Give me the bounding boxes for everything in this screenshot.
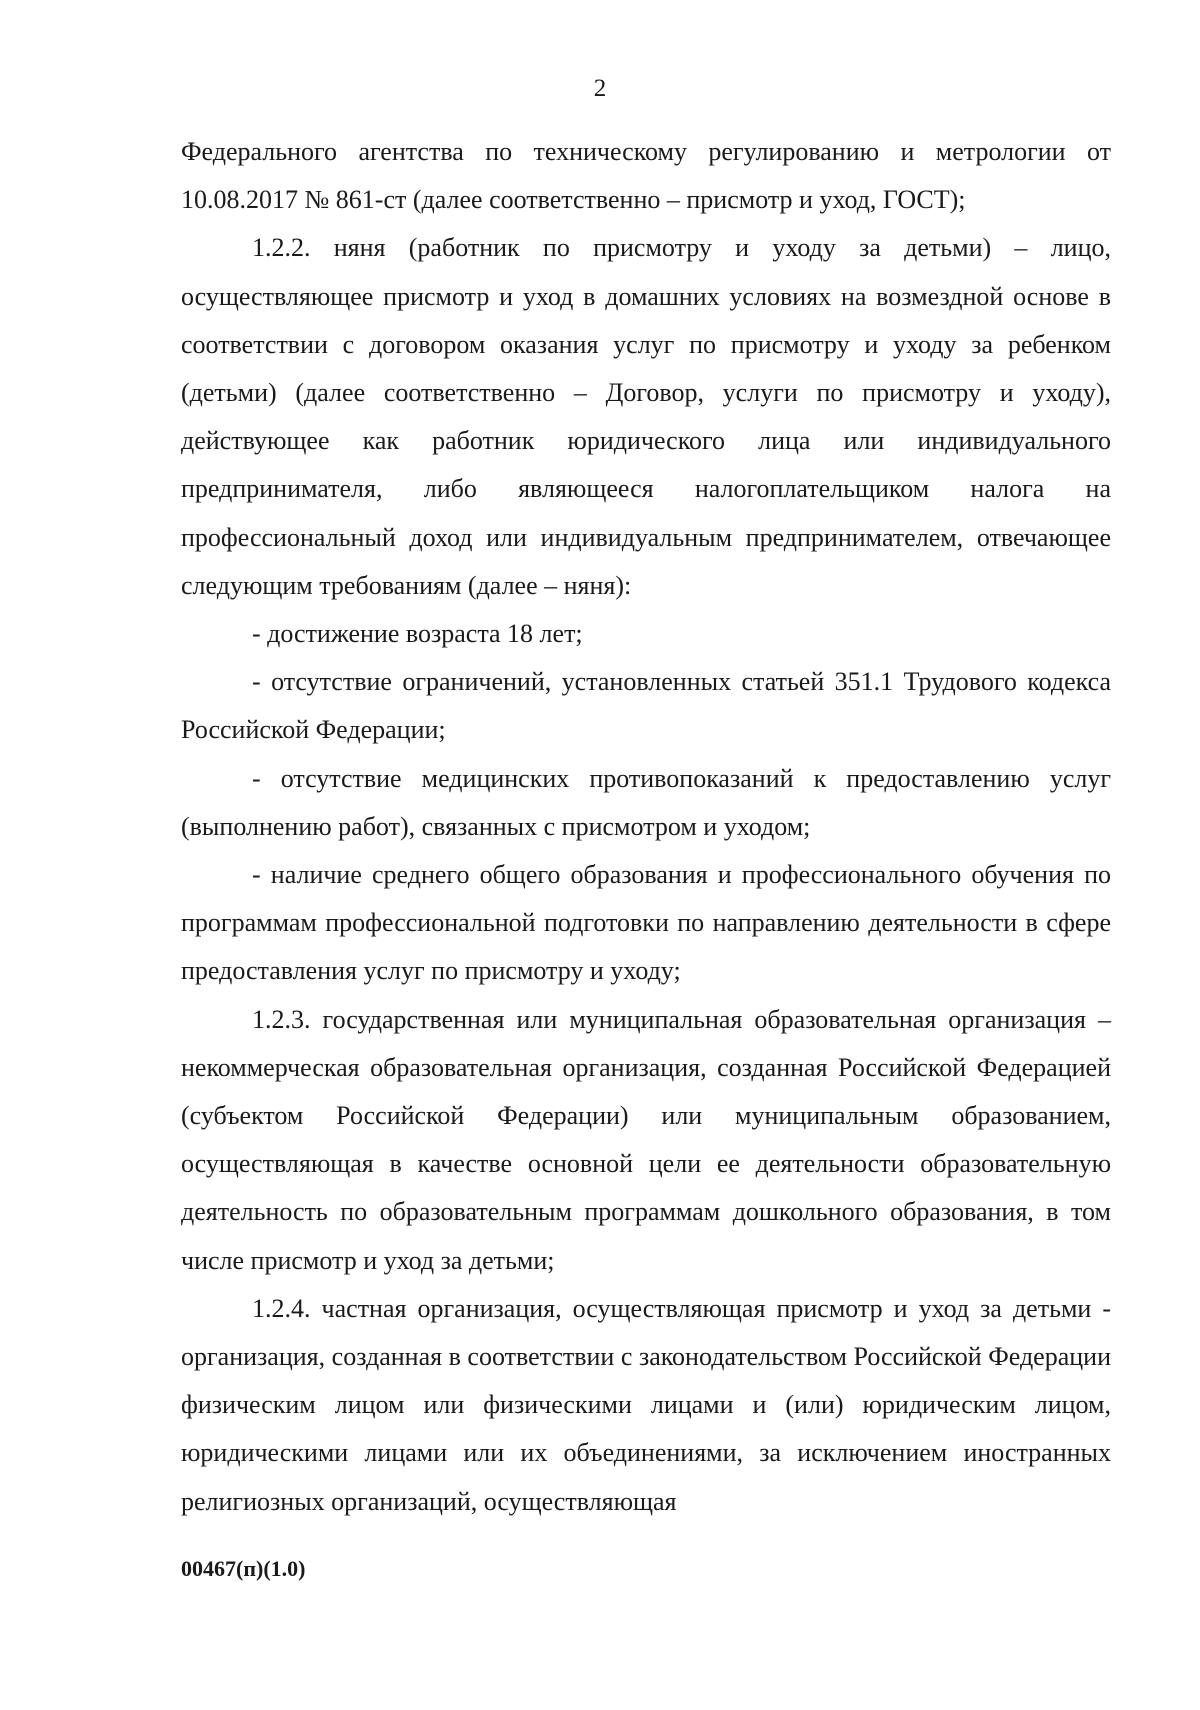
page-number: 2 xyxy=(593,75,607,102)
paragraph-1-2-2-nanny: 1.2.2. няня (работник по присмотру и уходу за детьми) – лицо, осуществляющее присмотр и уход в домашних условиях на возмездной основе в соответствии с договором оказания услуг по присмотру и уходу за ребенком (детьми) (далее соответственно – Договор, услуги по присмотру и уходу), действующее как работник юридического лица или индивидуального предпринимателя, либо являющееся налогоплательщиком налога на профессиональный доход или индивидуальным предпринимателем, отвечающее следующим требованиям (далее – няня): xyxy=(181,233,1111,600)
requirement-item-medical: - отсутствие медицинских противопоказаний к предоставлению услуг (выполнению работ), связанных с присмотром и уходом; xyxy=(181,763,1111,841)
requirement-item-restrictions: - отсутствие ограничений, установленных статьей 351.1 Трудового кодекса Российской Федерации; xyxy=(181,667,1111,745)
requirement-item-age: - достижение возраста 18 лет; xyxy=(252,619,583,649)
paragraph-gost-continuation: Федерального агентства по техническому регулированию и метрологии от 10.08.2017 № 861-ст (далее соответственно – присмотр и уход, ГОСТ); xyxy=(181,137,1111,215)
paragraph-1-2-3-state-organization: 1.2.3. государственная или муниципальная образовательная организация – некоммерческая образовательная организация, созданная Российской Федерацией (субъектом Российской Федерации) или муниципальным образованием, осуществляющая в качестве основной цели ее деятельности образовательную деятельность по образовательным программам дошкольного образования, в том числе присмотр и уход за детьми; xyxy=(181,1004,1111,1275)
paragraph-1-2-4-private-organization: 1.2.4. частная организация, осуществляющая присмотр и уход за детьми - организация, созданная в соответствии с законодательством Российской Федерации физическим лицом или физическими лицами и (или) юридическим лицом, юридическими лицами или их объединениями, за исключением иностранных религиозных организаций, осуществляющая xyxy=(181,1293,1111,1516)
footer-document-code: 00467(п)(1.0) xyxy=(181,1556,306,1581)
body-text xyxy=(181,128,1111,1526)
requirement-item-education: - наличие среднего общего образования и профессионального обучения по программам профессиональной подготовки по направлению деятельности в сфере предоставления услуг по присмотру и уходу; xyxy=(181,860,1111,986)
